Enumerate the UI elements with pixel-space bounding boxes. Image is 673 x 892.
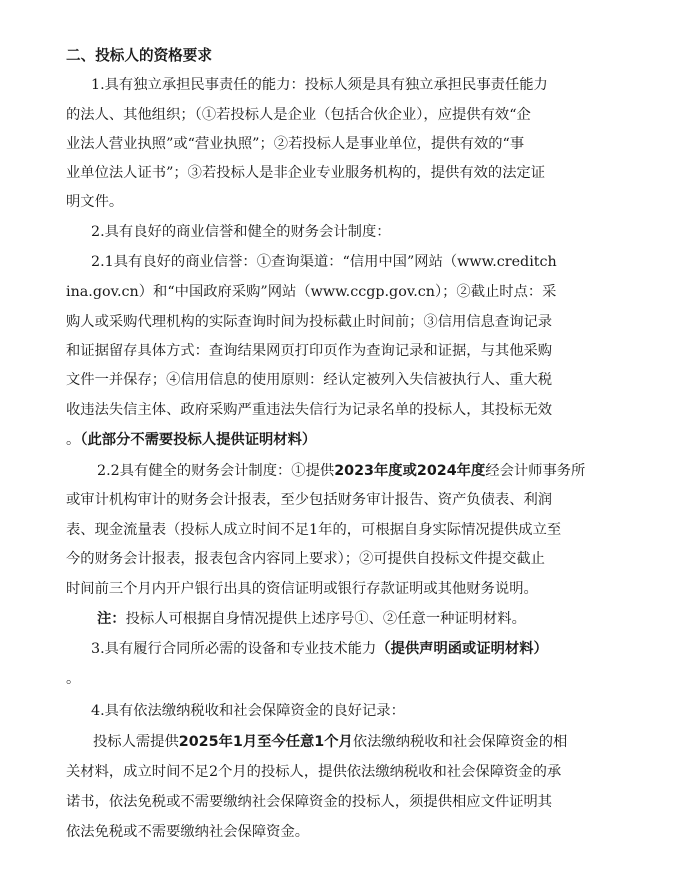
text-run: 依法缴纳税收和社会保障资金的相 (352, 734, 568, 750)
paragraph-line: ina.gov.cn）和“中国政府采购”网站（www.ccgp.gov.cn）；②截止时点：采 (66, 284, 557, 300)
text-run: 经会计师事务所 (485, 463, 586, 479)
paragraph-line (97, 461, 585, 481)
paragraph-line: 表、现金流量表（投标人成立时间不足1年的，可根据自身实际情况提供成立至 (66, 522, 562, 538)
paragraph-line: 时间前三个月内开户银行出具的资信证明或银行存款证明或其他财务说明。 (66, 581, 538, 597)
paragraph-line: 和证据留存具体方式：查询结果网页打印页作为查询记录和证据，与其他采购 (66, 343, 553, 359)
paragraph-line: 购人或采购代理机构的实际查询时间为投标截止时间前；③信用信息查询记录 (66, 314, 553, 330)
paragraph-line: 依法免税或不需要缴纳社会保障资金。 (66, 824, 310, 840)
paragraph-line (66, 430, 316, 450)
paragraph-line: 2.具有良好的商业信誉和健全的财务会计制度： (91, 224, 391, 240)
paragraph-line: 4.具有依法缴纳税收和社会保障资金的良好记录： (91, 703, 405, 719)
paragraph-line: 的法人、其他组织；（①若投标人是企业（包括合伙企业），应提供有效“企 (66, 107, 531, 123)
text-run: 3.具有履行合同所必需的设备和专业技术能力 (91, 641, 377, 657)
note-line (97, 609, 526, 629)
text-run: 2.2具有健全的财务会计制度：①提供 (97, 463, 335, 479)
paragraph-line (93, 732, 567, 752)
paragraph-line: 诺书，依法免税或不需要缴纳社会保障资金的投标人，须提供相应文件证明其 (66, 794, 553, 810)
note-label: 注： (97, 611, 126, 627)
bold-note: （此部分不需要投标人提供证明材料） (80, 432, 317, 448)
paragraph-line: 文件一并保存；④信用信息的使用原则：经认定被列入失信被执行人、重大税 (66, 372, 553, 388)
paragraph-line: 2.1具有良好的商业信誉：①查询渠道：“信用中国”网站（www.creditch (91, 254, 557, 270)
paragraph-line: 或审计机构审计的财务会计报表，至少包括财务审计报告、资产负债表、利润 (66, 492, 553, 508)
bold-years: 2023年度或2024年度 (334, 463, 486, 479)
bold-period: 2025年1月至今任意1个月 (178, 734, 353, 750)
text-run: 。 (66, 432, 81, 448)
paragraph-line: 关材料，成立时间不足2个月的投标人，提供依法缴纳税收和社会保障资金的承 (66, 764, 562, 780)
paragraph-line: 今的财务会计报表，报表包含内容同上要求）；②可提供自投标文件提交截止 (66, 551, 545, 567)
note-text: 投标人可根据自身情况提供上述序号①、②任意一种证明材料。 (125, 611, 526, 627)
paragraph-line: 收违法失信主体、政府采购严重违法失信行为记录名单的投标人，其投标无效 (66, 402, 553, 418)
paragraph-line (91, 639, 548, 659)
paragraph-line: 业法人营业执照”或“营业执照”；②若投标人是事业单位，提供有效的“事 (66, 136, 525, 152)
paragraph-line: 明文件。 (66, 194, 124, 210)
text-run: 投标人需提供 (93, 734, 179, 750)
bold-note: （提供声明函或证明材料） (376, 641, 548, 657)
section-heading: 二、投标人的资格要求 (66, 47, 212, 64)
paragraph-line: 业单位法人证书”；③若投标人是非企业专业服务机构的，提供有效的法定证 (66, 165, 546, 181)
paragraph-line: 。 (66, 671, 81, 687)
paragraph-line: 1.具有独立承担民事责任的能力：投标人须是具有独立承担民事责任能力 (91, 77, 548, 93)
